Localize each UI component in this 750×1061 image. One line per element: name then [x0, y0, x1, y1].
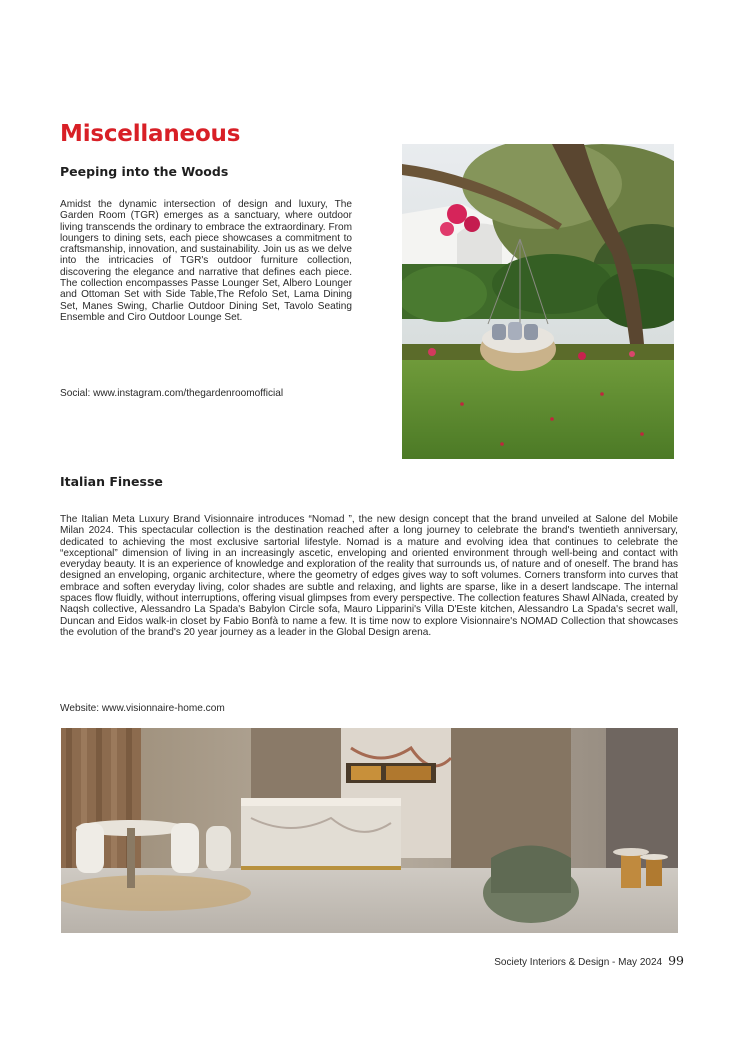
social-link[interactable]: Social: www.instagram.com/thegardenroomofficial: [60, 388, 284, 399]
publication-name: Society Interiors & Design - May 2024: [494, 957, 663, 968]
garden-swing-photo: [402, 144, 674, 459]
section-title: Miscellaneous: [60, 121, 241, 147]
garden-swing-illustration: [402, 144, 674, 459]
page-number: 99: [668, 953, 684, 968]
website-link[interactable]: Website: www.visionnaire-home.com: [60, 703, 225, 714]
nomad-interior-illustration: [61, 728, 678, 933]
nomad-interior-photo: [61, 728, 678, 933]
article-title-peeping-into-the-woods: Peeping into the Woods: [60, 164, 229, 179]
article-body-garden-room: Amidst the dynamic intersection of design and luxury, The Garden Room (TGR) emerges as a sanctuary, where outdoor living transcends the ordinary to embrace the extraordinary. From loungers to dining sets, each piece showcases a commitment to craftsmanship, innovation, and sustainability. Join us as we delve into the intricacies of TGR's outdoor furniture collection, discovering the elegance and narrative that defines each piece. The collection encompasses Passe Lounger Set, Albero Lounger and Ottoman Set with Side Table,The Refolo Set, Lama Dining Set, Manes Swing, Charlie Outdoor Dining Set, Tavolo Seating Ensemble and Ciro Outdoor Lounge Set.: [60, 199, 352, 323]
page-footer: [494, 953, 684, 968]
article-body-visionnaire: The Italian Meta Luxury Brand Visionnaire introduces “Nomad ”, the new design concept that the brand unveiled at Salone del Mobile Milan 2024. This spectacular collection is the destination reached after a long journey to celebrate the brand's twentieth anniversary, dedicated to achieving the most exclusive sartorial lifestyle. Nomad is a mature and evolving idea that continues to celebrate the “exceptional” dimension of living in an increasingly ascetic, enveloping and oriented environment through well-being and contact with everyday beauty. It is an experience of knowledge and exploration of the reality that surrounds us, of nature and of oneself. The brand has designed an enveloping, organic architecture, where the geometry of edges gives way to soft volumes. Corners transform into curves that embrace and soften everyday living, color shades are subtle and relaxing, and lights are sparse, like in a desert landscape. The internal spaces flow fluidly, without interruptions, offering visual glimpses from every perspective. The collection features Shawl AlNada, created by Naqsh collective, Alessandro La Spada's Babylon Circle sofa, Mauro Lipparini's Villa D'Este kitchen, Alessandro La Spada's secret wall, Duncan and Eidos walk-in closet by Fabio Bonfà to name a few. It is time now to explore Visionnaire's NOMAD Collection that showcases the evolution of the brand's 20 year journey as a leader in the Global Design arena.: [60, 514, 678, 638]
article-title-italian-finesse: Italian Finesse: [60, 474, 163, 489]
